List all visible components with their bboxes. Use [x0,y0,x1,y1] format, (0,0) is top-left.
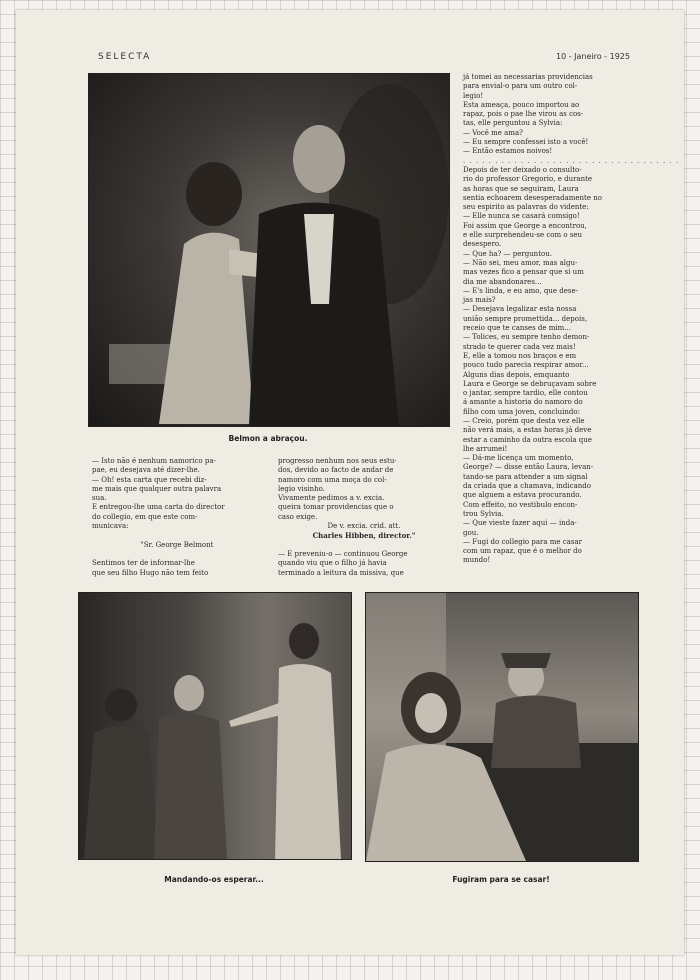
section-divider: . . . . . . . . . . . . . . . . . . . . . . . . . . . . . . . . . . [463,156,680,165]
text-line: estar a caminho da outra escola que [463,435,592,444]
text-line: Alguns dias depois, emquanto [463,370,570,379]
text-line: que seu filho Hugo não tem feito [92,568,209,577]
text-line: Depois de ter deixado o consulto- [463,165,582,174]
text-line: Foi assim que George a encontrou, [463,221,587,230]
text-line: e elle surprehendeu-se com o seu [463,231,583,240]
text-column-right [463,73,680,566]
text-line: — Fugi do collegio para me casar [463,537,582,546]
letter-signature: Charles Hibben, director." [312,531,416,541]
text-line: — Oh! esta carta que recebi diz- [92,475,207,484]
text-line: — Eu sempre confessei isto a você! [463,138,589,147]
text-line: dos, devido ao facto de andar de [278,466,394,475]
photo-elopement [365,592,639,862]
text-line [92,550,262,559]
text-line: do collegio, em que este com- [92,512,198,521]
letter-salutation: "Sr. George Belmont [140,540,214,549]
text-line: da criada que a chamava, indicando [463,482,591,491]
text-line: — Dá-me licença um momento, [463,454,574,463]
text-line: união sempre promettida... depois, [463,314,588,323]
text-line: De v. excia. crid. att. [327,522,401,531]
text-line: municava: [92,522,129,531]
text-line: legio visinho. [278,484,325,493]
text-line: E, elle a tomou nos braços e em [463,351,577,360]
text-line: legio! [463,91,484,100]
text-column-left [92,457,262,578]
text-line: strado te querer cada vez mais! [463,342,576,351]
text-line: tando-se para attender a um signal [463,472,588,481]
text-line: mundo! [463,556,491,565]
text-line: — Que vieste fazer aqui — inda- [463,519,577,528]
text-line: sua. [92,494,107,503]
text-line: dia me abandonares... [463,277,542,286]
caption-top: Belmon a abraçou. [228,434,308,443]
text-line: filho com uma joven, concluindo: [463,407,580,416]
text-line: — E preveniu-o — continuou George [278,549,408,558]
photo-embrace [88,73,450,427]
text-line: — Creio, porém que desta vez elle [463,416,585,425]
text-line: não verá mais, a estas horas já deve [463,426,592,435]
text-line: terminado a leitura da missiva, que [278,568,404,577]
text-line: — Você me ama? [463,128,523,137]
text-line: caso exige. [278,512,318,521]
text-line: E entregou-lhe uma carta do director [92,503,225,512]
text-line: com um rapaz, que é o melhor do [463,547,582,556]
text-column-middle [278,457,450,578]
text-line: Vivamente pedimos a v. excia. [278,494,385,503]
text-line: quando viu que o filho já havia [278,559,387,568]
text-line: — E's linda, e eu amo, que dese- [463,286,578,295]
text-line: gou. [463,528,479,537]
text-line: as horas que se seguiram, Laura [463,184,579,193]
text-line: Sentimos ter de informar-lhe [92,559,195,568]
photo-waiting [78,592,352,860]
text-line: trou Sylvia. [463,509,504,518]
text-line: — Elle nunca se casará comsigo! [463,212,580,221]
text-line: pouco tudo parecia respirar amor... [463,361,589,370]
text-line: já tomei as necessarias providencias [463,73,593,81]
text-line: pae, eu desejava até dizer-lhe. [92,466,200,475]
text-line: desespero. [463,240,502,249]
text-line: á amante a historia do namoro do [463,398,583,407]
text-line: jas mais? [463,296,496,305]
magazine-page [16,10,684,955]
text-line: Com effeito, no vestibulo encon- [463,500,578,509]
text-line: rapaz, pois o pae lhe virou as cos- [463,110,584,119]
text-line [92,531,262,540]
text-line: seu espirito as palavras do vidente: [463,203,589,212]
text-line: George? — disse então Laura, levan- [463,463,594,472]
text-line: — Que ha? — perguntou. [463,249,552,258]
text-line [278,541,450,550]
text-line: progresso nenhum nos seus estu- [278,457,397,465]
text-line: Esta ameaça, pouco importou ao [463,100,580,109]
caption-bottom-right: Fugiram para se casar! [452,875,550,884]
text-line: receio que te canses de mim... [463,324,571,333]
text-line: o jantar, sempre tardio, elle contou [463,389,588,398]
text-line: que alguem a estava procurando. [463,491,582,500]
text-line: — Desejava legalizar esta nossa [463,305,577,314]
text-line: — Tolices, eu sempre tenho demon- [463,333,590,342]
text-line: tas, elle perguntou a Sylvia: [463,119,563,128]
text-line: — Então estamos noivos! [463,147,553,156]
text-line: lhe arrumei! [463,444,508,453]
text-line: rio do professor Gregorio, e durante [463,175,593,184]
text-line: me mais que qualquer outra palavra [92,484,222,493]
text-line: — Isto não é nenhum namorico pa- [92,457,216,465]
text-line: Laura e George se debruçavam sobre [463,379,597,388]
text-line: queira tomar providencias que o [278,503,394,512]
issue-date: 10 - Janeiro - 1925 [556,52,630,61]
magazine-title: SELECTA [98,52,152,62]
text-line: mas vezes fico a pensar que si um [463,268,584,277]
text-line: namoro com uma moça do col- [278,475,387,484]
text-line: — Não sei, meu amor, mas algu- [463,258,578,267]
caption-bottom-left: Mandando-os esperar... [164,875,264,884]
text-line: para envial-o para um outro col- [463,82,578,91]
text-line: sentia echoarem desesperadamente no [463,193,602,202]
